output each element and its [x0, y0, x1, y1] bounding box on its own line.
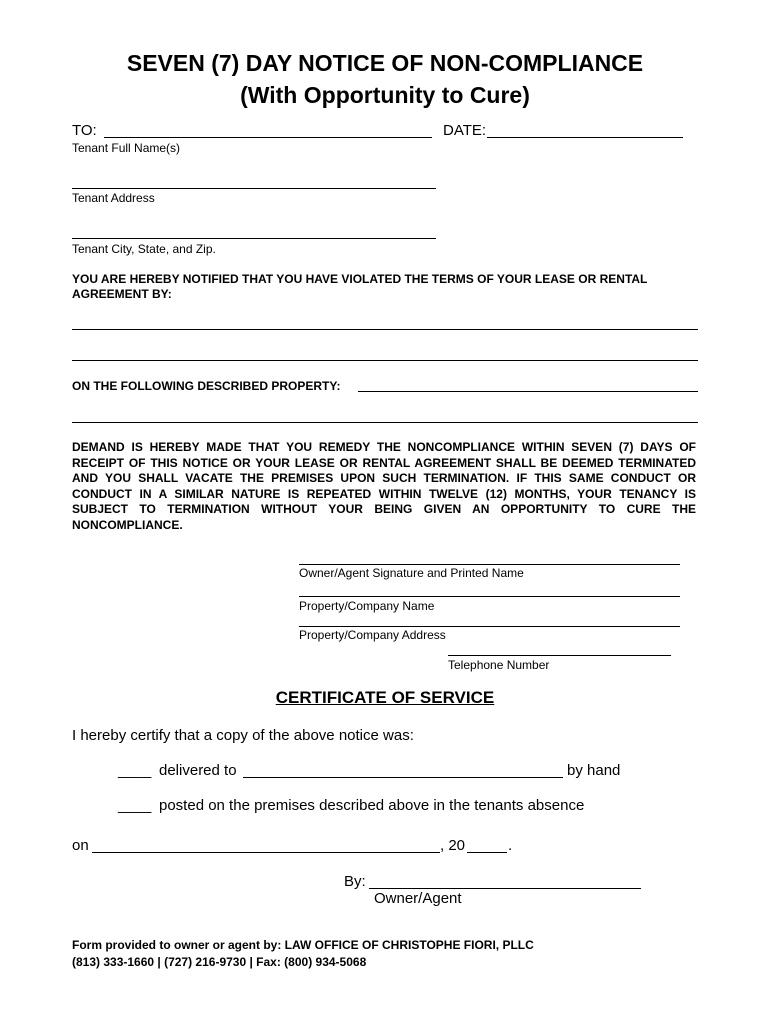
to-label: TO: [72, 122, 97, 139]
company-address-field[interactable] [299, 626, 680, 627]
property-field[interactable] [358, 391, 698, 392]
company-address-caption: Property/Company Address [299, 628, 446, 642]
tenant-address-field[interactable] [72, 188, 436, 189]
document-subtitle: (With Opportunity to Cure) [240, 82, 530, 108]
date-label: DATE: [443, 122, 487, 139]
by-hand-text: by hand [567, 762, 621, 779]
telephone-field[interactable] [448, 655, 671, 656]
document-title: SEVEN (7) DAY NOTICE OF NON-COMPLIANCE [126, 50, 644, 76]
telephone-caption: Telephone Number [448, 658, 550, 672]
service-year-field[interactable] [467, 852, 507, 853]
service-date-field[interactable] [92, 852, 440, 853]
tenant-city-field[interactable] [72, 238, 436, 239]
footer-provider: Form provided to owner or agent by: LAW OFFICE OF CHRISTOPHE FIORI, PLLC [72, 938, 534, 952]
violation-field-line1[interactable] [72, 329, 698, 330]
by-label: By: [344, 873, 366, 890]
property-field-line2[interactable] [72, 422, 698, 423]
violation-notice-line2: AGREEMENT BY: [72, 287, 172, 301]
company-name-caption: Property/Company Name [299, 599, 435, 613]
tenant-name-caption: Tenant Full Name(s) [72, 141, 181, 155]
owner-signature-caption: Owner/Agent Signature and Printed Name [299, 566, 524, 580]
year-prefix: , 20 [440, 837, 466, 854]
tenant-city-caption: Tenant City, State, and Zip. [72, 242, 216, 256]
posted-text: posted on the premises described above in the tenants absence [159, 797, 585, 814]
date-field[interactable] [487, 137, 683, 138]
delivered-text: delivered to [159, 762, 237, 779]
property-label: ON THE FOLLOWING DESCRIBED PROPERTY: [72, 379, 341, 393]
violation-notice-line1: YOU ARE HEREBY NOTIFIED THAT YOU HAVE VIOLATED THE TERMS OF YOUR LEASE OR RENTAL [72, 272, 648, 286]
violation-field-line2[interactable] [72, 360, 698, 361]
tenant-address-caption: Tenant Address [72, 191, 155, 205]
owner-agent-caption: Owner/Agent [374, 890, 462, 907]
owner-signature-field[interactable] [299, 564, 680, 565]
tenant-name-field[interactable] [104, 137, 432, 138]
footer-contact: (813) 333-1660 | (727) 216-9730 | Fax: (800) 934-5068 [72, 955, 367, 969]
owner-agent-signature-field[interactable] [369, 888, 641, 889]
certificate-intro: I hereby certify that a copy of the above notice was: [72, 727, 414, 744]
company-name-field[interactable] [299, 596, 680, 597]
delivered-checkbox-blank[interactable]: ____ [118, 762, 152, 779]
posted-checkbox-blank[interactable]: ____ [118, 797, 152, 814]
certificate-title: CERTIFICATE OF SERVICE [275, 688, 495, 707]
year-suffix: . [508, 837, 513, 854]
on-label: on [72, 837, 89, 854]
demand-paragraph: DEMAND IS HEREBY MADE THAT YOU REMEDY THE NONCOMPLIANCE WITHIN SEVEN (7) DAYS OF RECEIPT OF THIS NOTICE OR YOUR LEASE OR RENTAL AGREEMENT SHALL BE DEEMED TERMINATED AND YOU SHALL VACATE THE PREMISES UPON SUCH TERMINATION. IF THIS SAME CONDUCT OR CONDUCT IN A SIMILAR NATURE IS REPEATED WITHIN TWELVE (12) MONTHS, YOUR TENANCY IS SUBJECT TO TERMINATION WITHOUT YOUR BEING GIVEN AN OPPORTUNITY TO CURE THE NONCOMPLIANCE. [72, 440, 696, 532]
delivered-to-field[interactable] [243, 777, 563, 778]
